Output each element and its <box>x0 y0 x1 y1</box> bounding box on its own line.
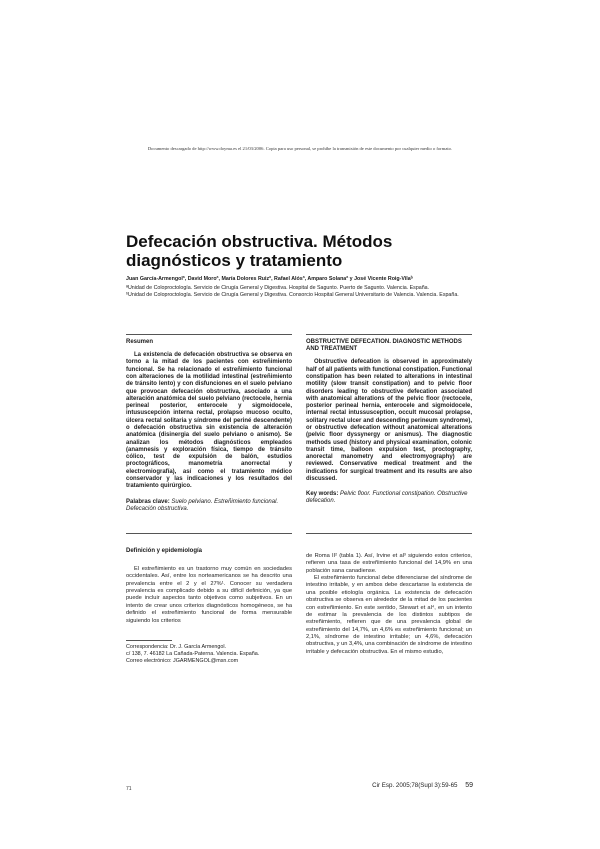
page-number: 59 <box>465 782 473 789</box>
body-paragraph: de Roma II² (tabla 1). Así, Irvine et al³ siguiendo estos criterios, refieren una tasa de estreñimiento funcional del 14,9% en una población sana canadiense. <box>306 553 472 574</box>
keywords-en <box>306 491 472 505</box>
abstract-english <box>306 339 472 506</box>
author-list: Juan García-Armengolª, David Moroª, María Dolores Ruizª, Rafael Alósª, Amparo Solanaª y José Vicente Roig-Vilaᵇ <box>126 276 413 282</box>
keywords-text-en: Pelvic floor. Functional constipation. Obstructive defecation. <box>306 491 468 505</box>
abstract-heading-en: OBSTRUCTIVE DEFECATION. DIAGNOSTIC METHODS AND TREATMENT <box>306 339 462 353</box>
abstract-bottom-divider-left <box>126 533 292 534</box>
body-paragraph: El estreñimiento es un trastorno muy común en sociedades occidentales. Así, entre los norteamericanos se ha descrito una prevalencia entre el 2 y el 27%¹. Conocer su verdadera prevalencia es complicado debido a su difícil definición, ya que puede incluir aspectos tanto objetivos como subjetivos. En un intento de crear unos criterios diagnósticos homogéneos, se ha definido el estreñimiento funcional de forma mensurable siguiendo los criterios <box>126 566 292 624</box>
abstract-text-en: Obstructive defecation is observed in approximately half of all patients with functional constipation. Functional constipation has been related to alterations in intestinal motility (slow transit constipation) and to pelvic floor disorders leading to obstructive defecation associated with anatomical alterations of the pelvic floor (rectocele, posterior perineal hernia, enterocele and sigmoidocele, internal rectal intussusception, occult mucosal prolapse, solitary rectal ulcer and descending perineum syndrome), or obstructive defecation without anatomical alterations (pelvic floor dyssynergy or anismus). The diagnostic methods used (history and physical examination, colonic transit time, balloon expulsion test, proctography, anorectal manometry and electromyography) are reviewed. Conservative medical treatment and the indications for surgical treatment and its results are also discussed. <box>306 359 472 482</box>
journal-citation: Cir Esp. 2005;78(Supl 3):59-65 <box>372 782 458 789</box>
article-title: Defecación obstructiva. Métodos diagnósticos y tratamiento <box>126 232 393 270</box>
download-notice: Documento descargado de http://www.doyma.es el 21/03/2006. Copia para uso personal, se prohíbe la transmisión de este documento por cualquier medio o formato. <box>147 146 453 151</box>
keywords <box>126 499 292 513</box>
footer-citation <box>372 782 473 789</box>
body-column-right <box>306 553 472 656</box>
correspondence-divider <box>126 640 172 641</box>
affiliation-a: ªUnidad de Coloproctología. Servicio de Cirugía General y Digestiva. Hospital de Sagunto. Puerto de Sagunto. Valencia. España. <box>126 285 430 291</box>
correspondence <box>126 644 292 665</box>
affiliation-b: ᵇUnidad de Coloproctología. Servicio de Cirugía General y Digestiva. Consorcio Hospital General Universitario de Valencia. Valencia. España. <box>126 291 459 298</box>
abstract-divider-left <box>126 334 292 335</box>
keywords-label: Palabras clave: <box>126 498 170 505</box>
abstract-spanish <box>126 339 292 513</box>
body-column-left <box>126 548 292 625</box>
section-heading: Definición y epidemiología <box>126 548 203 554</box>
body-paragraph: El estreñimiento funcional debe diferenciarse del síndrome de intestino irritable, y en ambos debe descartarse la existencia de una posible etiología orgánica. La existencia de defecación obstructiva se observa en alrededor de la mitad de los pacientes con estreñimiento. En este sentido, Stewart et al⁴, en un intento de estimar la prevalencia de los distintos subtipos de estreñimiento, refieren que de una prevalencia global de estreñimiento del 14,7%, un 4,6% es estreñimiento funcional; un 2,1%, síndrome de intestino irritable; un 4,6%, defecación obstructiva, y un 3,4%, una combinación de síndrome de intestino irritable y defecación obstructiva. En el mismo estudio, <box>306 575 472 655</box>
abstract-heading: Resumen <box>126 339 154 345</box>
correspondence-name: Correspondencia: Dr. J. García Armengol. <box>126 644 227 650</box>
keywords-text: Suelo pelviano. Estreñimiento funcional. Defecación obstructiva. <box>126 498 279 512</box>
abstract-divider-right <box>306 334 472 335</box>
affiliations <box>126 285 471 298</box>
correspondence-address: c/ 138, 7. 46182 La Cañada-Paterna. Valencia. España. <box>126 651 260 657</box>
correspondence-email: Correo electrónico: JGARMENGOL@msn.com <box>126 658 239 664</box>
footer-page-index: 71 <box>126 786 132 792</box>
abstract-text: La existencia de defecación obstructiva se observa en torno a la mitad de los pacientes con estreñimiento funcional. Se ha relacionado el estreñimiento funcional con alteraciones de la motilidad intestinal (estreñimiento de tránsito lento) y con disfunciones en el suelo pelviano que provocan defecación obstructiva, asociado a una alteración anatómica del suelo pelviano (rectocele, hernia perineal posterior, enterocele y sigmoidocele, intususcepción interna rectal, prolapso mucoso oculto, úlcera rectal solitaria y síndrome del periné descendente) o defecación obstructiva sin existencia de alteración anatómica (disinergia del suelo pelviano o anismo). Se analizan los métodos diagnósticos empleados (anamnesis y exploración física, tiempo de tránsito cólico, test de expulsión de balón, estudios proctográficos, manometría anorrectal y electromiografía), así como el tratamiento médico conservador y las indicaciones y los resultados del tratamiento quirúrgico. <box>126 352 292 490</box>
keywords-label-en: Key words: <box>306 491 339 498</box>
abstract-bottom-divider-right <box>306 533 472 534</box>
